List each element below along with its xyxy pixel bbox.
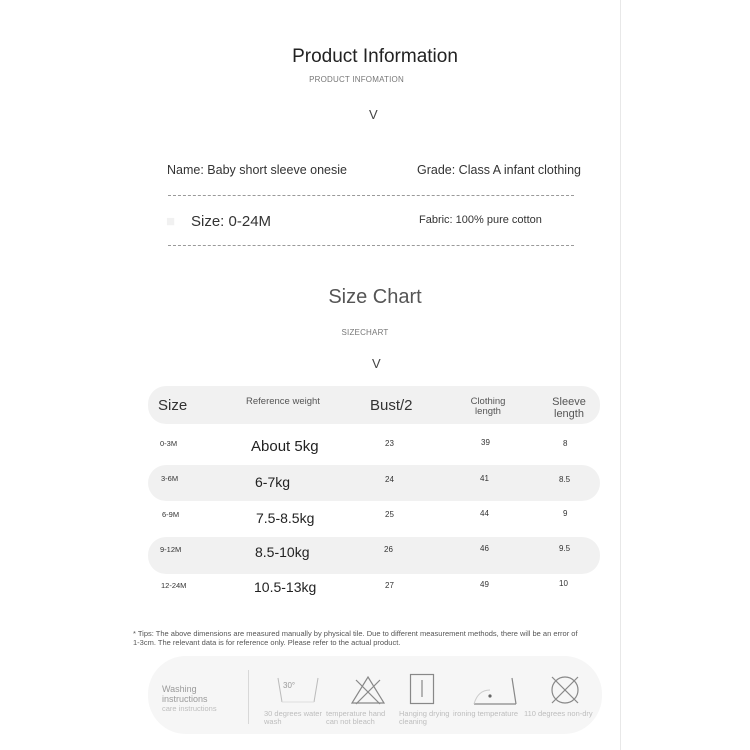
table-row-band bbox=[148, 537, 600, 574]
chevron-down-icon: V bbox=[369, 107, 378, 122]
page-title: Product Information bbox=[292, 46, 458, 67]
table-cell-bust: 26 bbox=[384, 545, 393, 554]
table-row-band bbox=[148, 465, 600, 501]
table-cell-bust: 23 bbox=[385, 439, 394, 448]
water-temperature-text: 30° bbox=[283, 681, 296, 690]
table-cell-clothing-length: 49 bbox=[480, 580, 489, 589]
hanging-dry-icon bbox=[409, 673, 435, 705]
product-grade: Grade: Class A infant clothing bbox=[417, 163, 581, 177]
table-cell-size: 0-3M bbox=[160, 439, 178, 448]
table-cell-size: 3-6M bbox=[161, 474, 179, 483]
table-cell-bust: 25 bbox=[385, 510, 394, 519]
table-cell-clothing-length: 41 bbox=[480, 474, 489, 483]
hanging-dry-caption: Hanging drying cleaning bbox=[399, 709, 450, 726]
table-cell-size: 9-12M bbox=[160, 545, 182, 554]
table-cell-size: 12-24M bbox=[161, 581, 187, 590]
product-name: Name: Baby short sleeve onesie bbox=[167, 163, 347, 177]
tips-note: * Tips: The above dimensions are measured manually by physical tile. Due to different measurement methods, there will be an error of 1-3cm. The relevant data is for reference only. Please refer to the actual product. bbox=[133, 629, 578, 647]
product-size: Size: 0-24M bbox=[191, 213, 272, 230]
column-header-clothing-length: Clothing length bbox=[470, 396, 506, 417]
page-subtitle: PRODUCT INFOMATION bbox=[309, 75, 404, 84]
watermark: ■ bbox=[166, 213, 176, 230]
water-temperature-caption: 30 degrees water wash bbox=[264, 709, 322, 726]
table-cell-clothing-length: 44 bbox=[480, 509, 489, 518]
divider bbox=[168, 195, 574, 196]
table-cell-bust: 24 bbox=[385, 475, 394, 484]
chevron-down-icon: V bbox=[372, 356, 381, 371]
no-bleach-caption: temperature hand can not bleach bbox=[326, 709, 386, 726]
table-cell-sleeve-length: 8.5 bbox=[559, 475, 571, 484]
no-bleach-icon bbox=[350, 674, 386, 706]
column-header-weight: Reference weight bbox=[246, 396, 320, 407]
product-fabric: Fabric: 100% pure cotton bbox=[419, 214, 542, 226]
iron-temperature-icon bbox=[472, 676, 518, 706]
column-header-sleeve-length: Sleeve length bbox=[552, 396, 586, 420]
washing-label: Washing instructions bbox=[162, 684, 208, 704]
size-chart-subtitle: SIZECHART bbox=[341, 328, 389, 337]
table-cell-bust: 27 bbox=[385, 581, 394, 590]
divider bbox=[168, 245, 574, 246]
washing-label-en: care instructions bbox=[162, 704, 217, 713]
page-edge-line bbox=[620, 0, 621, 750]
table-cell-weight: 8.5-10kg bbox=[255, 544, 310, 560]
table-cell-sleeve-length: 9 bbox=[563, 509, 568, 518]
no-dry-clean-caption: 110 degrees non-dry bbox=[524, 709, 593, 718]
divider bbox=[248, 670, 249, 724]
table-cell-sleeve-length: 10 bbox=[559, 579, 568, 588]
table-cell-clothing-length: 46 bbox=[480, 544, 489, 553]
column-header-size: Size bbox=[158, 397, 188, 414]
no-dry-clean-icon bbox=[549, 674, 581, 706]
table-cell-weight: About 5kg bbox=[251, 438, 319, 455]
table-cell-size: 6-9M bbox=[162, 510, 180, 519]
table-cell-sleeve-length: 8 bbox=[563, 439, 568, 448]
table-cell-sleeve-length: 9.5 bbox=[559, 544, 571, 553]
size-chart-title: Size Chart bbox=[328, 286, 422, 308]
table-cell-weight: 7.5-8.5kg bbox=[256, 510, 315, 526]
column-header-bust: Bust/2 bbox=[370, 397, 413, 414]
table-cell-weight: 10.5-13kg bbox=[254, 579, 317, 595]
table-cell-weight: 6-7kg bbox=[255, 474, 291, 490]
table-cell-clothing-length: 39 bbox=[481, 438, 490, 447]
iron-temperature-caption: ironing temperature bbox=[453, 709, 519, 718]
